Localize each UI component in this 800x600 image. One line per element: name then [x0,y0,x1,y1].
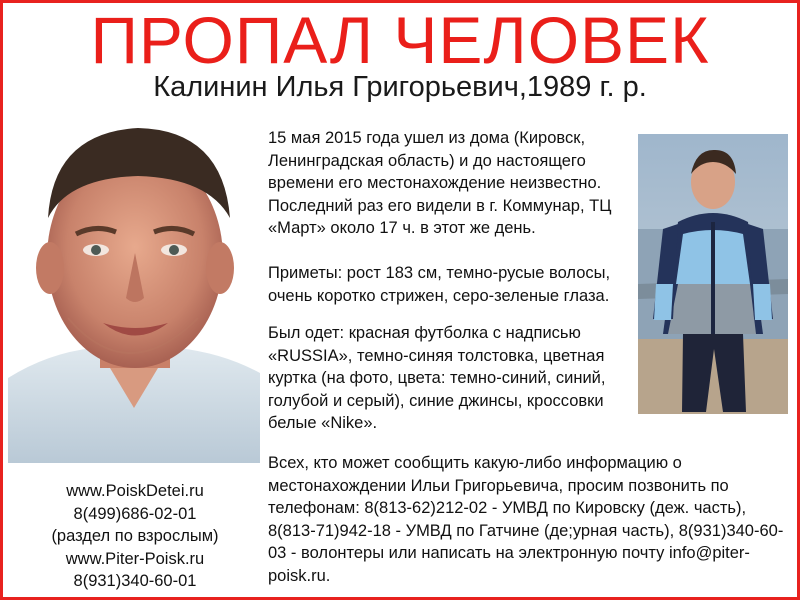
portrait-photo [8,108,260,463]
contacts-block [30,480,240,593]
disappearance-paragraph: 15 мая 2015 года ушел из дома (Кировск, Ленинградская область) и до настоящего времени его местонахождение неизвестно. Последний раз его видели в г. Коммунар, ТЦ «Март» около 17 ч. в этот же день. [268,129,612,237]
features-paragraph: Приметы: рост 183 см, темно-русые волосы, очень коротко стрижен, серо-зеленые глаза. [268,264,611,305]
site-link-piter-poisk[interactable]: www.Piter-Poisk.ru [65,549,205,568]
full-body-photo [638,134,788,414]
person-name: Калинин Илья Григорьевич,1989 г. р. [153,71,647,103]
site-link-poiskdetei[interactable]: www.PoiskDetei.ru [66,482,204,500]
section-note: (раздел по взрослым) [51,527,219,545]
contact-paragraph: Всех, кто может сообщить какую-либо информацию о местонахождении Ильи Григорьевича, просим позвонить по телефонам: 8(813-62)212-02 - УМВД по Кировску (деж. часть), 8(813-71)942-18 - УМВД по Гатчине (де;урная часть), 8(931)340-60-03 - волонтеры или написать на электронную почту info@piter-poisk.ru. [268,454,784,585]
phone-poiskdetei: 8(499)686-02-01 [73,504,197,523]
clothing-paragraph: Был одет: красная футболка с надписью «RUSSIA», темно-синяя толстовка, цветная куртка (на фото, цвета: темно-синий, синий, голубой и серый), синие джинсы, кроссовки белые «Nike». [268,324,606,432]
phone-piter-poisk: 8(931)340-60-01 [73,572,197,590]
poster-headline: ПРОПАЛ ЧЕЛОВЕК [90,3,710,77]
